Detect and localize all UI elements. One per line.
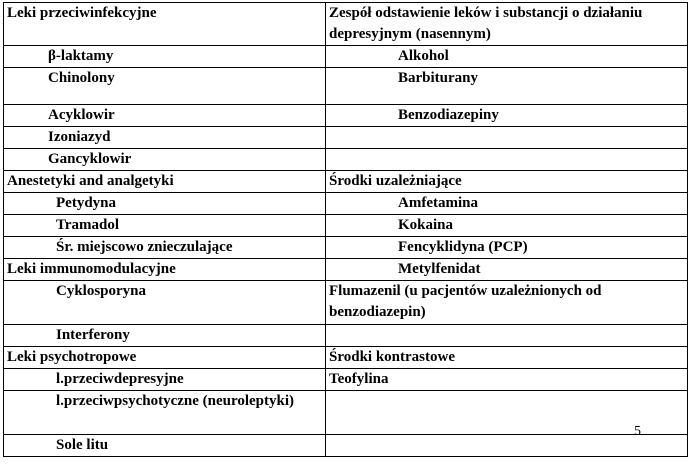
drug-table	[3, 2, 688, 457]
table-row	[4, 369, 688, 391]
table-cell: Teofylina	[326, 369, 688, 391]
table-cell: Zespół odstawienie leków i substancji o działaniu depresyjnym (nasennym)	[326, 3, 688, 46]
table-cell: Izoniazyd	[4, 127, 326, 149]
table-row	[4, 237, 688, 259]
table-row	[4, 435, 688, 457]
table-cell: Flumazenil (u pacjentów uzależnionych od benzodiazepin)	[326, 281, 688, 325]
table-row	[4, 46, 688, 68]
table-cell: Anestetyki and analgetyki	[4, 171, 326, 193]
table-row	[4, 3, 688, 46]
table-cell	[326, 127, 688, 149]
table-cell: Metylfenidat	[326, 259, 688, 281]
table-row	[4, 325, 688, 347]
table-cell: Petydyna	[4, 193, 326, 215]
table-cell: Acyklowir	[4, 105, 326, 127]
table-row	[4, 281, 688, 325]
table-cell: Fencyklidyna (PCP)	[326, 237, 688, 259]
table-cell	[326, 325, 688, 347]
table-row	[4, 259, 688, 281]
table-row	[4, 149, 688, 171]
table-cell: Leki przeciwinfekcyjne	[4, 3, 326, 46]
table-row	[4, 68, 688, 105]
table-cell: Chinolony	[4, 68, 326, 105]
table-cell	[326, 149, 688, 171]
page-number: 5	[634, 424, 641, 439]
table-cell: Środki uzależniające	[326, 171, 688, 193]
table-cell: Gancyklowir	[4, 149, 326, 171]
table-row	[4, 105, 688, 127]
table-cell: Śr. miejscowo znieczulające	[4, 237, 326, 259]
table-cell: Leki immunomodulacyjne	[4, 259, 326, 281]
table-row	[4, 171, 688, 193]
table-cell: Barbiturany	[326, 68, 688, 105]
table-cell: Cyklosporyna	[4, 281, 326, 325]
table-row	[4, 127, 688, 149]
table-cell: Tramadol	[4, 215, 326, 237]
table-cell: l.przeciwdepresyjne	[4, 369, 326, 391]
table-row	[4, 215, 688, 237]
table-cell: Kokaina	[326, 215, 688, 237]
table-cell: Leki psychotropowe	[4, 347, 326, 369]
table-cell: Środki kontrastowe	[326, 347, 688, 369]
table-cell: Amfetamina	[326, 193, 688, 215]
table-row	[4, 347, 688, 369]
table-cell: Interferony	[4, 325, 326, 347]
table-cell: β-laktamy	[4, 46, 326, 68]
table-cell: l.przeciwpsychotyczne (neuroleptyki)	[4, 391, 326, 435]
table-row	[4, 193, 688, 215]
table-cell: Sole litu	[4, 435, 326, 457]
table-row	[4, 391, 688, 435]
table-cell: Alkohol	[326, 46, 688, 68]
table-cell: Benzodiazepiny	[326, 105, 688, 127]
